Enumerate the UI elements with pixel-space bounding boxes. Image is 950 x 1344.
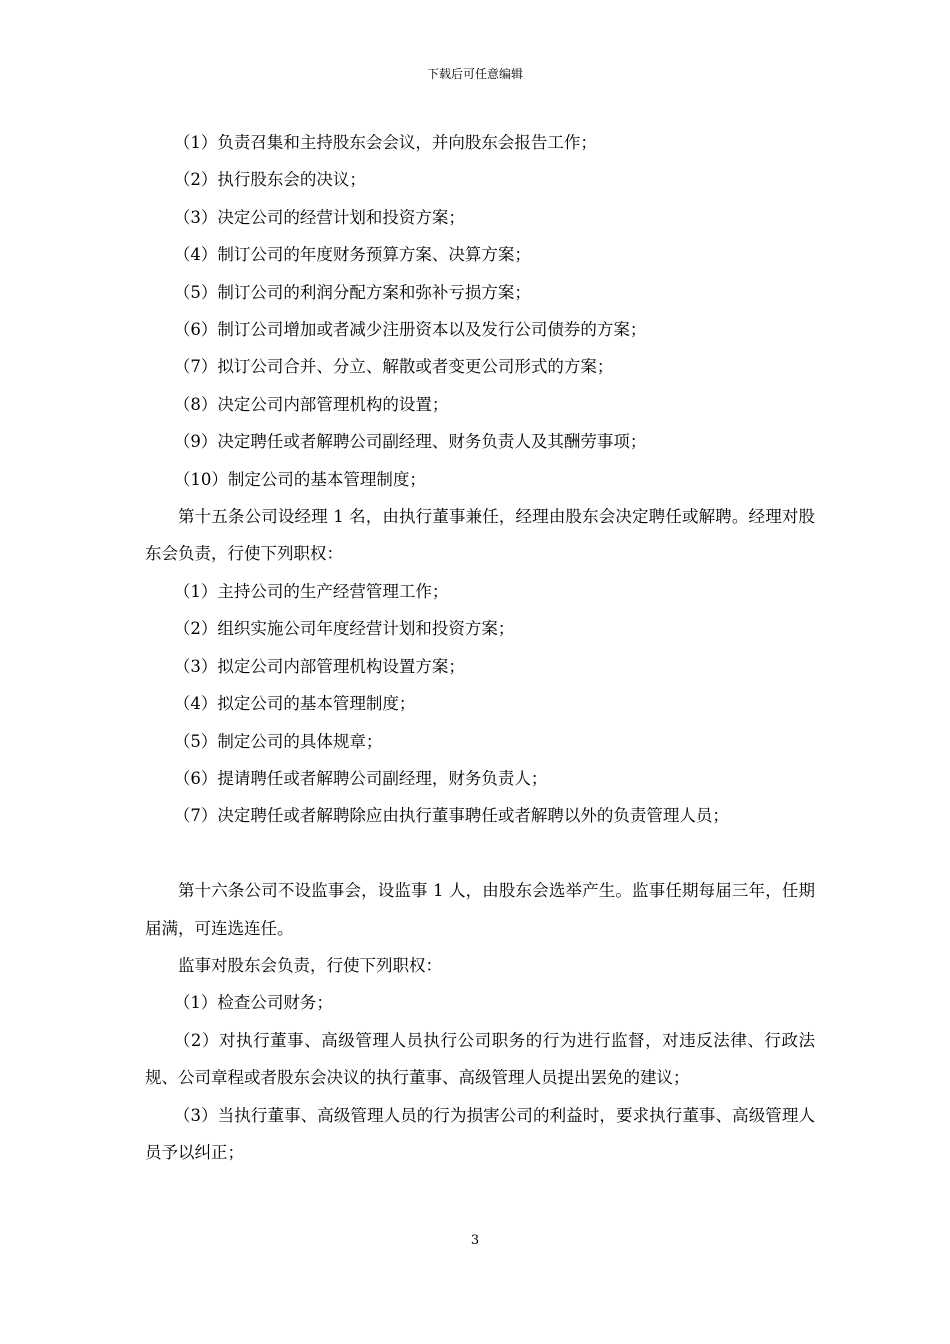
article-15-paragraph: 第十五条公司设经理 1 名，由执行董事兼任，经理由股东会决定聘任或解聘。经理对股东会负责，行使下列职权： [145, 507, 815, 564]
list-item: （4）制订公司的年度财务预算方案、决算方案； [173, 245, 531, 265]
list-item: （4）拟定公司的基本管理制度； [173, 694, 416, 714]
list-item: （8）决定公司内部管理机构的设置； [173, 394, 449, 414]
page-header: 下载后可任意编辑 [426, 67, 523, 81]
list-item: （10）制定公司的基本管理制度； [173, 469, 426, 489]
supervisor-duties-intro: 监事对股东会负责，行使下列职权： [178, 955, 442, 975]
list-item: （1）负责召集和主持股东会会议，并向股东会报告工作； [173, 133, 597, 152]
list-item: （6）提请聘任或者解聘公司副经理，财务负责人； [173, 768, 548, 788]
list-item: （9）决定聘任或者解聘公司副经理、财务负责人及其酬劳事项； [173, 432, 647, 452]
list-item: （1）检查公司财务； [173, 993, 333, 1013]
list-item: （1）主持公司的生产经营管理工作； [173, 581, 449, 601]
list-item: （2）对执行董事、高级管理人员执行公司职务的行为进行监督，对违反法律、行政法规、公司章程或者股东会决议的执行董事、高级管理人员提出罢免的建议； [145, 1030, 815, 1088]
article-16-paragraph: 第十六条公司不设监事会，设监事 1 人，由股东会选举产生。监事任期每届三年，任期届满，可连选连任。 [145, 881, 815, 938]
list-item: （7）拟订公司合并、分立、解散或者变更公司形式的方案； [173, 357, 614, 377]
list-item: （6）制订公司增加或者减少注册资本以及发行公司债券的方案； [173, 320, 647, 340]
document-body [145, 124, 815, 1171]
list-item: （3）拟定公司内部管理机构设置方案； [173, 656, 465, 676]
list-item: （3）决定公司的经营计划和投资方案； [173, 207, 465, 227]
list-item: （5）制定公司的具体规章； [173, 731, 383, 751]
list-item: （3）当执行董事、高级管理人员的行为损害公司的利益时，要求执行董事、高级管理人员予以纠正； [145, 1105, 815, 1162]
page-number: 3 [470, 1233, 480, 1248]
list-item: （2）执行股东会的决议； [173, 170, 366, 190]
list-item: （5）制订公司的利润分配方案和弥补亏损方案； [173, 282, 531, 302]
list-item: （7）决定聘任或者解聘除应由执行董事聘任或者解聘以外的负责管理人员； [173, 806, 729, 826]
blank-line [145, 835, 815, 872]
list-item: （2）组织实施公司年度经营计划和投资方案； [173, 619, 515, 639]
